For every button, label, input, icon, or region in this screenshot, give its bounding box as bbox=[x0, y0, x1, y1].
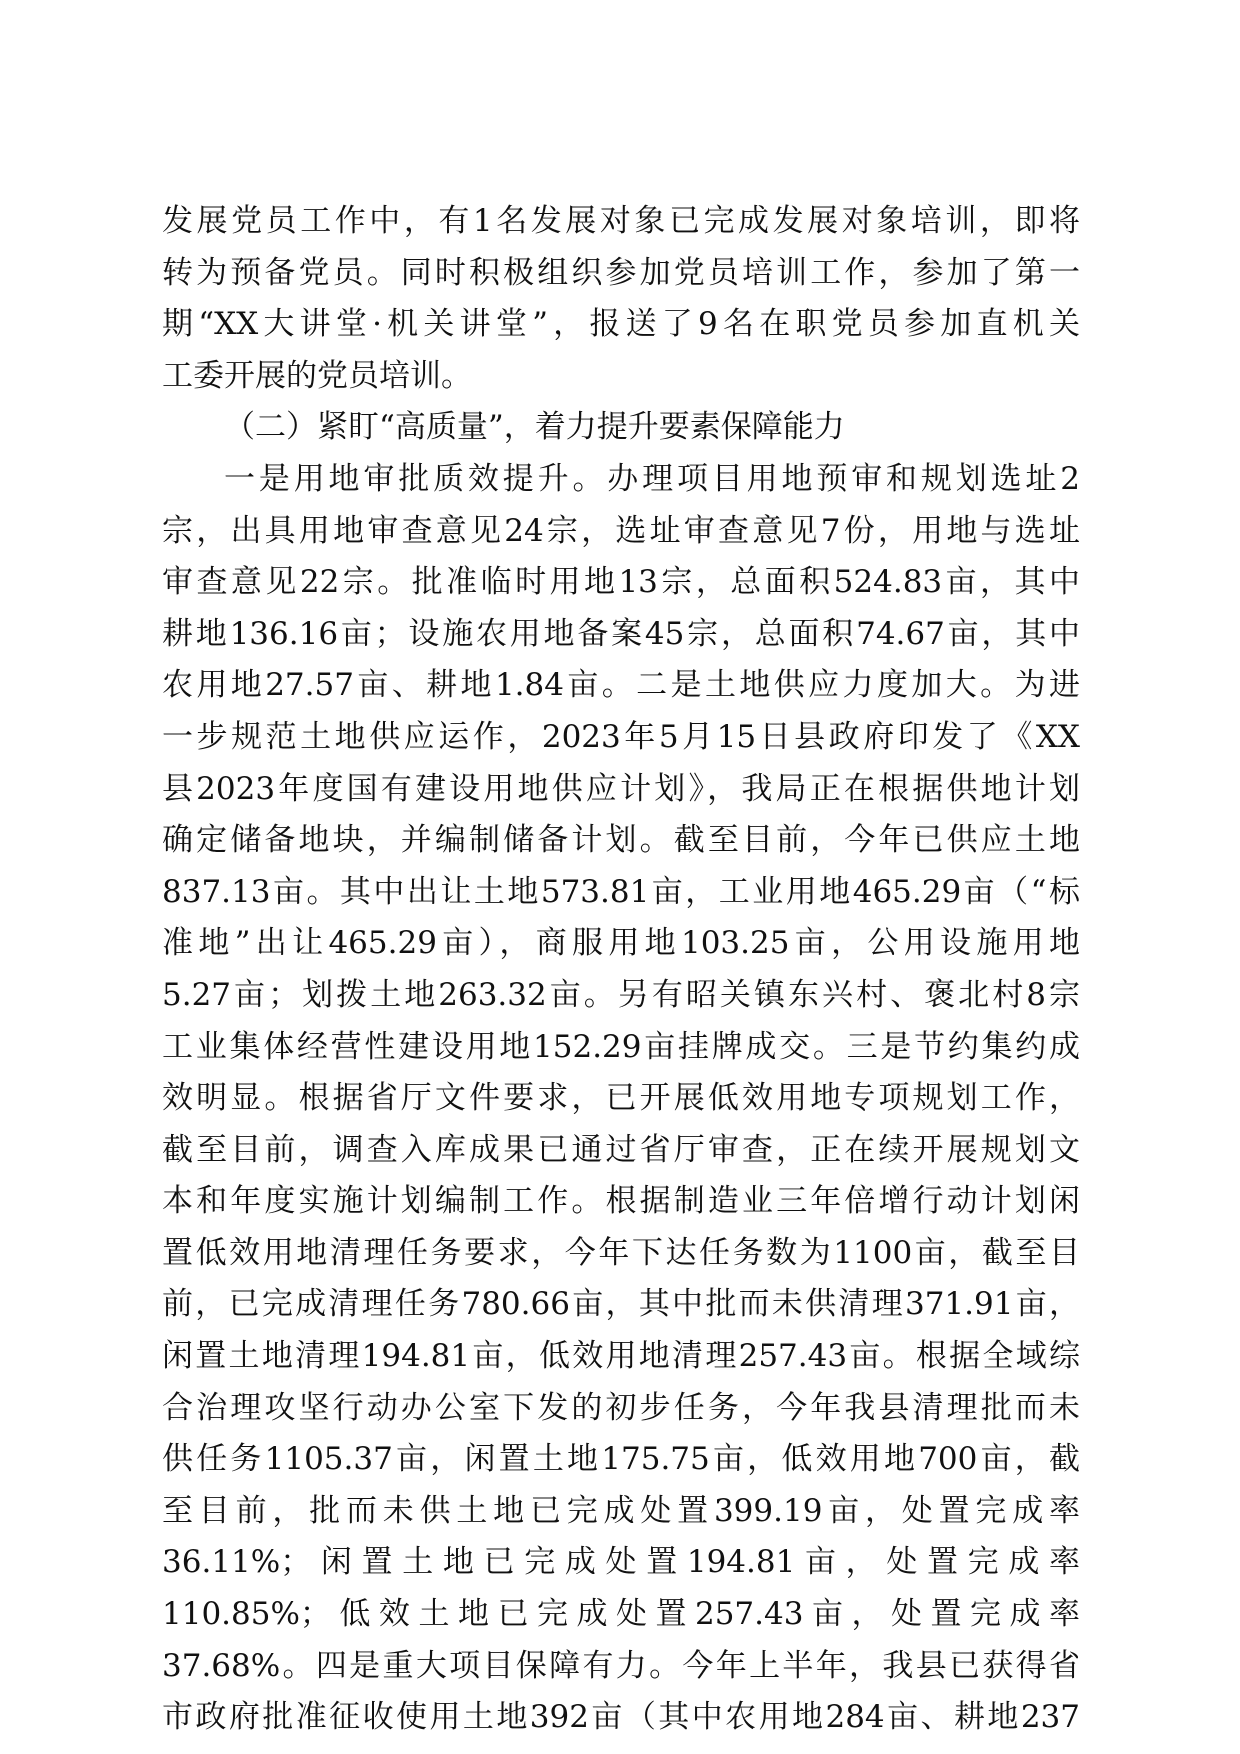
text-line: 36.11%；闲置土地已完成处置194.81亩，处置完成率 bbox=[162, 1544, 1080, 1581]
text-line: 发展党员工作中，有1名发展对象已完成发展对象培训，即将 bbox=[162, 203, 1080, 239]
text-line: 一步规范土地供应运作，2023年5月15日县政府印发了《XX bbox=[162, 718, 1080, 755]
text-line: 转为预备党员。同时积极组织参加党员培训工作，参加了第一 bbox=[162, 254, 1080, 291]
text-line: 期“XX大讲堂·机关讲堂”，报送了9名在职党员参加直机关 bbox=[162, 306, 1080, 343]
text-line: 准地”出让465.29亩），商服用地103.25亩，公用设施用地 bbox=[162, 925, 1080, 962]
section-heading: （二）紧盯“高质量”，着力提升要素保障能力 bbox=[224, 409, 845, 446]
text-line: 837.13亩。其中出让土地573.81亩，工业用地465.29亩（“标 bbox=[162, 873, 1080, 910]
text-line: 宗，出具用地审查意见24宗，选址审查意见7份，用地与选址 bbox=[162, 512, 1080, 549]
text-line: 一是用地审批质效提升。办理项目用地预审和规划选址2 bbox=[224, 460, 1080, 497]
text-line: 截至目前，调查入库成果已通过省厅审查，正在续开展规划文 bbox=[162, 1131, 1080, 1168]
text-line: 农用地27.57亩、耕地1.84亩。二是土地供应力度加大。为进 bbox=[162, 667, 1080, 704]
text-line: 至目前，批而未供土地已完成处置399.19亩，处置完成率 bbox=[162, 1492, 1080, 1529]
text-line: 本和年度实施计划编制工作。根据制造业三年倍增行动计划闲 bbox=[162, 1183, 1080, 1220]
text-line: 闲置土地清理194.81亩，低效用地清理257.43亩。根据全域综 bbox=[162, 1338, 1080, 1375]
text-line: 县2023年度国有建设用地供应计划》，我局正在根据供地计划 bbox=[162, 770, 1080, 807]
text-line: 置低效用地清理任务要求，今年下达任务数为1100亩，截至目 bbox=[162, 1234, 1080, 1271]
text-line: 审查意见22宗。批准临时用地13宗，总面积524.83亩，其中 bbox=[162, 564, 1080, 601]
text-line: 效明显。根据省厅文件要求，已开展低效用地专项规划工作， bbox=[162, 1080, 1080, 1117]
text-line: 合治理攻坚行动办公室下发的初步任务，今年我县清理批而未 bbox=[162, 1389, 1080, 1426]
text-line: 确定储备地块，并编制储备计划。截至目前，今年已供应土地 bbox=[162, 822, 1080, 859]
text-line: 市政府批准征收使用土地392亩（其中农用地284亩、耕地237 bbox=[162, 1699, 1080, 1736]
text-line: 110.85%；低效土地已完成处置257.43亩，处置完成率 bbox=[162, 1596, 1080, 1633]
text-line: 5.27亩；划拨土地263.32亩。另有昭关镇东兴村、褒北村8宗 bbox=[162, 976, 1080, 1013]
text-line: 前，已完成清理任务780.66亩，其中批而未供清理371.91亩， bbox=[162, 1286, 1080, 1323]
text-line: 工委开展的党员培训。 bbox=[162, 357, 472, 394]
text-line: 37.68%。四是重大项目保障有力。今年上半年，我县已获得省 bbox=[162, 1647, 1080, 1684]
text-line: 工业集体经营性建设用地152.29亩挂牌成交。三是节约集约成 bbox=[162, 1028, 1080, 1065]
document-body bbox=[162, 196, 1080, 1744]
text-line: 供任务1105.37亩，闲置土地175.75亩，低效用地700亩，截 bbox=[162, 1441, 1080, 1478]
text-line: 耕地136.16亩；设施农用地备案45宗，总面积74.67亩，其中 bbox=[162, 615, 1080, 652]
